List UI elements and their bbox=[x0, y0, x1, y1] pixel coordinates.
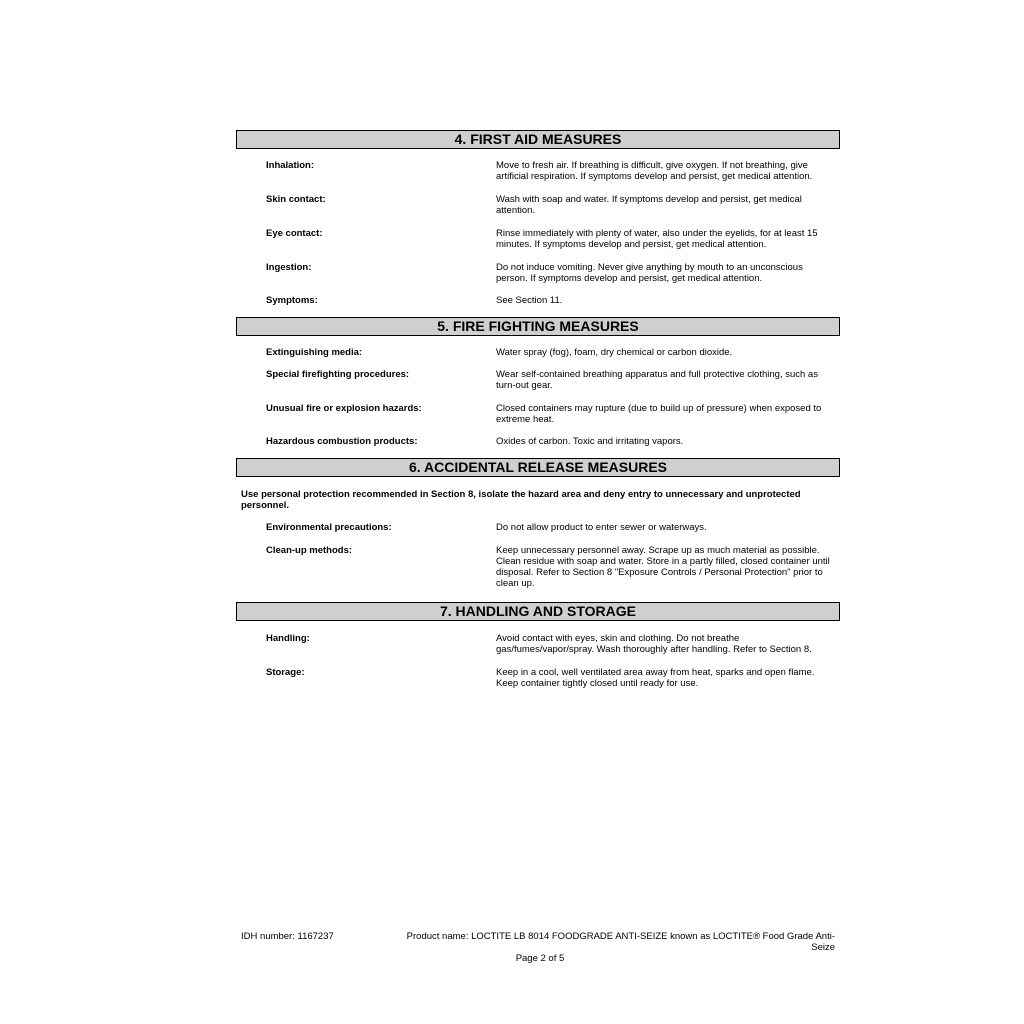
symptoms-label: Symptoms: bbox=[266, 295, 318, 306]
special-firefighting-value: Wear self-contained breathing apparatus and full protective clothing, such as turn-out gear. bbox=[496, 369, 818, 391]
section-6-heading: 6. ACCIDENTAL RELEASE MEASURES bbox=[236, 458, 840, 477]
special-firefighting-label: Special firefighting procedures: bbox=[266, 369, 410, 380]
clean-up-label: Clean-up methods: bbox=[266, 545, 353, 556]
symptoms-value: See Section 11. bbox=[496, 295, 563, 306]
extinguishing-media-label: Extinguishing media: bbox=[266, 347, 363, 358]
handling-value: Avoid contact with eyes, skin and clothing. Do not breathe gas/fumes/vapor/spray. Wash thoroughly after handling. Refer to Section 8. bbox=[496, 633, 812, 655]
clean-up-value: Keep unnecessary personnel away. Scrape up as much material as possible. Clean residue with soap and water. Store in a partly filled, closed container until disposal. Refer to Section 8 "Exposure Controls / Personal Protection" prior to clean up. bbox=[496, 545, 830, 589]
idh-number: IDH number: 1167237 bbox=[241, 931, 334, 942]
section-7-heading: 7. HANDLING AND STORAGE bbox=[236, 602, 840, 621]
unusual-hazards-value: Closed containers may rupture (due to build up of pressure) when exposed to extreme heat. bbox=[496, 403, 822, 425]
eye-contact-label: Eye contact: bbox=[266, 228, 323, 239]
environmental-precautions-value: Do not allow product to enter sewer or waterways. bbox=[496, 522, 707, 533]
product-name-line-2: Seize bbox=[811, 942, 835, 953]
skin-contact-label: Skin contact: bbox=[266, 194, 326, 205]
storage-label: Storage: bbox=[266, 667, 305, 678]
inhalation-label: Inhalation: bbox=[266, 160, 315, 171]
eye-contact-value: Rinse immediately with plenty of water, also under the eyelids, for at least 15 minutes. If symptoms develop and persist, get medical attention. bbox=[496, 228, 818, 250]
ingestion-value: Do not induce vomiting. Never give anything by mouth to an unconscious person. If symptoms develop and persist, get medical attention. bbox=[496, 262, 803, 284]
combustion-products-value: Oxides of carbon. Toxic and irritating vapors. bbox=[496, 436, 684, 447]
product-name-line-1: Product name: LOCTITE LB 8014 FOODGRADE ANTI-SEIZE known as LOCTITE® Food Grade Anti- bbox=[406, 931, 835, 942]
section-4-heading: 4. FIRST AID MEASURES bbox=[236, 130, 840, 149]
product-name bbox=[380, 931, 835, 953]
storage-value: Keep in a cool, well ventilated area away from heat, sparks and open flame. Keep container tightly closed until ready for use. bbox=[496, 667, 815, 689]
environmental-precautions-label: Environmental precautions: bbox=[266, 522, 392, 533]
ingestion-label: Ingestion: bbox=[266, 262, 312, 273]
release-intro-text: Use personal protection recommended in Section 8, isolate the hazard area and deny entry to unnecessary and unprotected personnel. bbox=[241, 489, 801, 511]
extinguishing-media-value: Water spray (fog), foam, dry chemical or carbon dioxide. bbox=[496, 347, 733, 358]
handling-label: Handling: bbox=[266, 633, 310, 644]
unusual-hazards-label: Unusual fire or explosion hazards: bbox=[266, 403, 422, 414]
page-number: Page 2 of 5 bbox=[515, 953, 565, 964]
section-5-heading: 5. FIRE FIGHTING MEASURES bbox=[236, 317, 840, 336]
skin-contact-value: Wash with soap and water. If symptoms develop and persist, get medical attention. bbox=[496, 194, 802, 216]
inhalation-value: Move to fresh air. If breathing is difficult, give oxygen. If not breathing, give artificial respiration. If symptoms develop and persist, get medical attention. bbox=[496, 160, 813, 182]
combustion-products-label: Hazardous combustion products: bbox=[266, 436, 418, 447]
